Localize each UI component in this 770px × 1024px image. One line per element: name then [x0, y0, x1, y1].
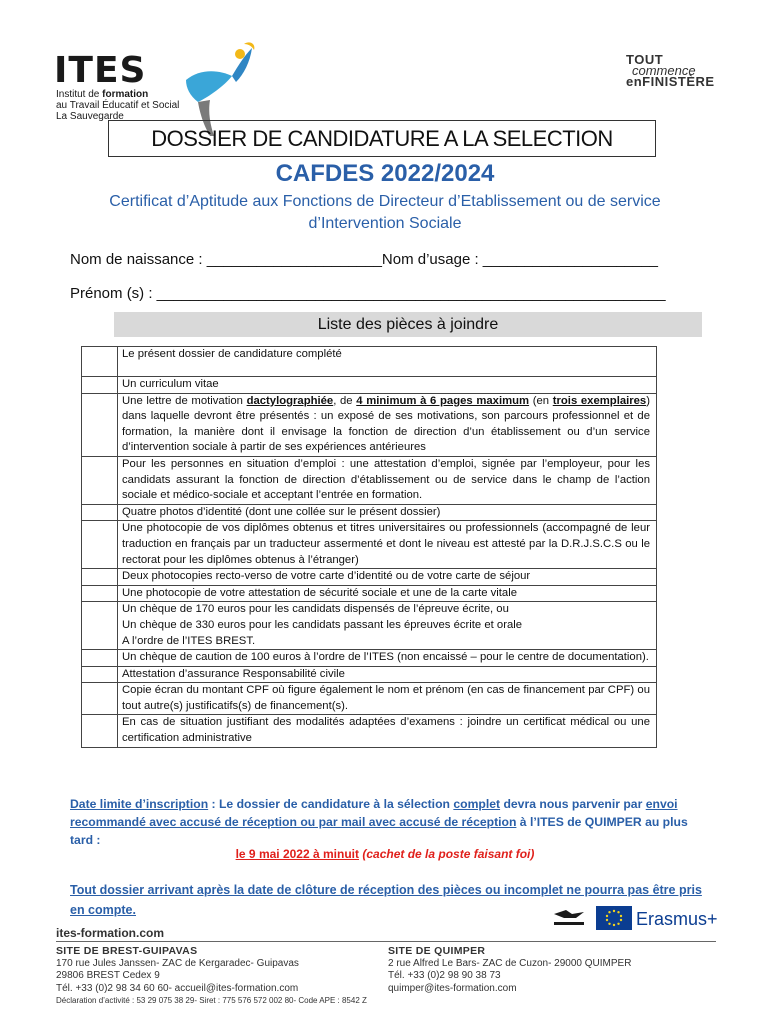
deadline-complet: complet: [453, 797, 501, 811]
certificate-title: Certificat d’Aptitude aux Fonctions de Directeur d’Etablissement ou de service d’Intervention Sociale: [109, 193, 661, 232]
site-brest-line1: 170 rue Jules Janssen- ZAC de Kergaradec- Guipavas: [56, 957, 299, 969]
table-row: [82, 377, 657, 394]
ites-logo-line1-bold: formation: [102, 89, 149, 100]
deadline-date-note: (cachet de la poste faisant foi): [362, 847, 535, 861]
checkbox-cell[interactable]: [82, 504, 118, 521]
piece-text: En cas de situation justifiant des modalités adaptées d’examens : joindre un certificat médical ou une certification administrative: [118, 715, 657, 747]
table-row: [82, 602, 657, 650]
piece-text: Une photocopie de votre attestation de sécurité sociale et une de la carte vitale: [118, 585, 657, 602]
piece-text: Un curriculum vitae: [118, 377, 657, 394]
table-row: [82, 585, 657, 602]
site-brest: [56, 945, 299, 995]
table-row: [82, 347, 657, 377]
site-quimper-line2: Tél. +33 (0)2 98 90 38 73: [388, 970, 501, 981]
pieces-header: Liste des pièces à joindre: [114, 312, 702, 337]
piece-text-line: A l’ordre de l’ITES BREST.: [122, 634, 256, 647]
table-row: [82, 650, 657, 667]
ites-logo-line2: au Travail Éducatif et Social: [56, 100, 180, 111]
site-quimper-title: SITE DE QUIMPER: [388, 945, 486, 957]
name-fields-line[interactable]: Nom de naissance : _____________________Nom d’usage : _____________________: [70, 251, 658, 268]
deadline-text: : Le dossier de candidature à la sélection: [208, 797, 454, 811]
deadline-date: le 9 mai 2022 à minuit: [235, 847, 359, 861]
checkbox-cell[interactable]: [82, 377, 118, 394]
piece-text-emphasis: 4 minimum à 6 pages maximum: [356, 394, 530, 407]
ites-logo-line3: La Sauvegarde: [56, 111, 124, 122]
website-link[interactable]: ites-formation.com: [56, 926, 165, 940]
finistere-logo-line1: TOUT: [626, 52, 664, 67]
piece-text-part: Une lettre de motivation: [122, 394, 247, 407]
piece-text-part: , de: [333, 394, 357, 407]
site-quimper: [388, 945, 631, 995]
checkbox-cell[interactable]: [82, 456, 118, 504]
program-title: CAFDES 2022/2024: [275, 160, 495, 187]
checkbox-cell[interactable]: [82, 521, 118, 569]
table-row: [82, 393, 657, 456]
ites-logo-subtitle: [56, 89, 179, 122]
piece-text: Copie écran du montant CPF où figure également le nom et prénom (en cas de financement par CPF) ou tout autre(s) justificatifs(s) de financement(s).: [118, 683, 657, 715]
piece-text: Quatre photos d’identité (dont une collée sur le présent dossier): [118, 504, 657, 521]
piece-text: Deux photocopies recto-verso de votre carte d’identité ou de votre carte de séjour: [118, 569, 657, 586]
document-title: DOSSIER DE CANDIDATURE A LA SELECTION: [151, 125, 613, 151]
table-row: [82, 715, 657, 747]
table-row: [82, 666, 657, 683]
deadline-label: Date limite d’inscription: [70, 797, 209, 811]
piece-text: Attestation d’assurance Responsabilité civile: [118, 666, 657, 683]
table-row: [82, 683, 657, 715]
checkbox-cell[interactable]: [82, 585, 118, 602]
site-quimper-line1: 2 rue Alfred Le Bars- ZAC de Cuzon- 29000 QUIMPER: [388, 957, 632, 969]
checkbox-cell[interactable]: [82, 393, 118, 456]
deadline-date-line: [0, 847, 770, 861]
piece-text-emphasis: dactylographiée: [246, 394, 334, 407]
footer-divider: [56, 941, 716, 942]
checkbox-cell[interactable]: [82, 347, 118, 377]
piece-text-cheque: [118, 602, 657, 650]
checkbox-cell[interactable]: [82, 715, 118, 747]
deadline-text: à l’ITES de QUIMPER au plus tard :: [70, 815, 688, 847]
table-row: [82, 456, 657, 504]
title-box: [108, 120, 656, 157]
ites-logo-line1-prefix: Institut de: [56, 89, 103, 100]
table-row: [82, 504, 657, 521]
checkbox-cell[interactable]: [82, 683, 118, 715]
checkbox-cell[interactable]: [82, 602, 118, 650]
legal-notice: Déclaration d’activité : 53 29 075 38 29- Siret : 775 576 572 002 80- Code APE : 8542 Z: [56, 996, 367, 1005]
bretagne-logo-icon: [550, 906, 588, 930]
site-quimper-line3: quimper@ites-formation.com: [388, 982, 517, 994]
site-brest-title: SITE DE BREST-GUIPAVAS: [56, 945, 198, 957]
piece-text-part: (en: [529, 394, 553, 407]
checkbox-cell[interactable]: [82, 650, 118, 667]
piece-text: Un chèque de caution de 100 euros à l’ordre de l’ITES (non encaissé – pour le centre de documentation).: [118, 650, 657, 667]
checkbox-cell[interactable]: [82, 569, 118, 586]
piece-text: Pour les personnes en situation d’emploi : une attestation d’emploi, signée par l’employeur, pour les candidats assurant la fonction de direction d’établissement ou de service dans le champ de l’action sociale et médico-sociale et acceptant l’entrée en formation.: [118, 456, 657, 504]
piece-text-part: ) dans laquelle devront être présentés : un exposé de ses motivations, son parcours professionnel et de formation, la manière dont il envisage la fonction de direction d’un établissement ou d’un service d’intervention sociale à partir de ses expériences antérieures: [122, 394, 650, 454]
piece-text: Une photocopie de vos diplômes obtenus et titres universitaires ou professionnels (accompagné de leur traduction en français par un traducteur assermenté et dont le niveau est attesté par la D.R.J.S.C.S ou le rectorat pour les diplômes obtenus à l’étranger): [118, 521, 657, 569]
ites-logo-word: ITES: [54, 50, 147, 91]
firstname-field-line[interactable]: Prénom (s) : _____________________________________________________________: [70, 285, 666, 302]
piece-text-line: Un chèque de 170 euros pour les candidats dispensés de l’épreuve écrite, ou: [122, 603, 509, 616]
deadline-text: devra nous parvenir par: [500, 797, 646, 811]
finistere-logo: [624, 52, 724, 92]
warning-paragraph: Tout dossier arrivant après la date de clôture de réception des pièces ou incomplet ne pourra pas être pris en compte.: [70, 883, 702, 917]
piece-text-line: Un chèque de 330 euros pour les candidats passant les épreuves écrite et orale: [122, 618, 523, 631]
piece-text-emphasis: trois exemplaires: [552, 394, 647, 407]
site-brest-line3: Tél. +33 (0)2 98 34 60 60- accueil@ites-formation.com: [56, 982, 299, 994]
table-row: [82, 569, 657, 586]
piece-text-motivation: [118, 393, 657, 456]
deadline-envoi: envoi recommandé avec accusé de réception ou par mail avec accusé de réception: [70, 797, 678, 829]
deadline-paragraph: [70, 795, 702, 849]
erasmus-logo: Erasmus+: [636, 909, 718, 929]
pieces-table: [81, 346, 657, 748]
finistere-logo-line2: commence: [632, 63, 696, 78]
piece-text: Le présent dossier de candidature complété: [118, 347, 657, 377]
eu-flag-icon: [596, 906, 632, 930]
site-brest-line2: 29806 BREST Cedex 9: [56, 970, 160, 981]
finistere-logo-line3: enFINISTÈRE: [626, 74, 715, 89]
table-row: [82, 521, 657, 569]
checkbox-cell[interactable]: [82, 666, 118, 683]
